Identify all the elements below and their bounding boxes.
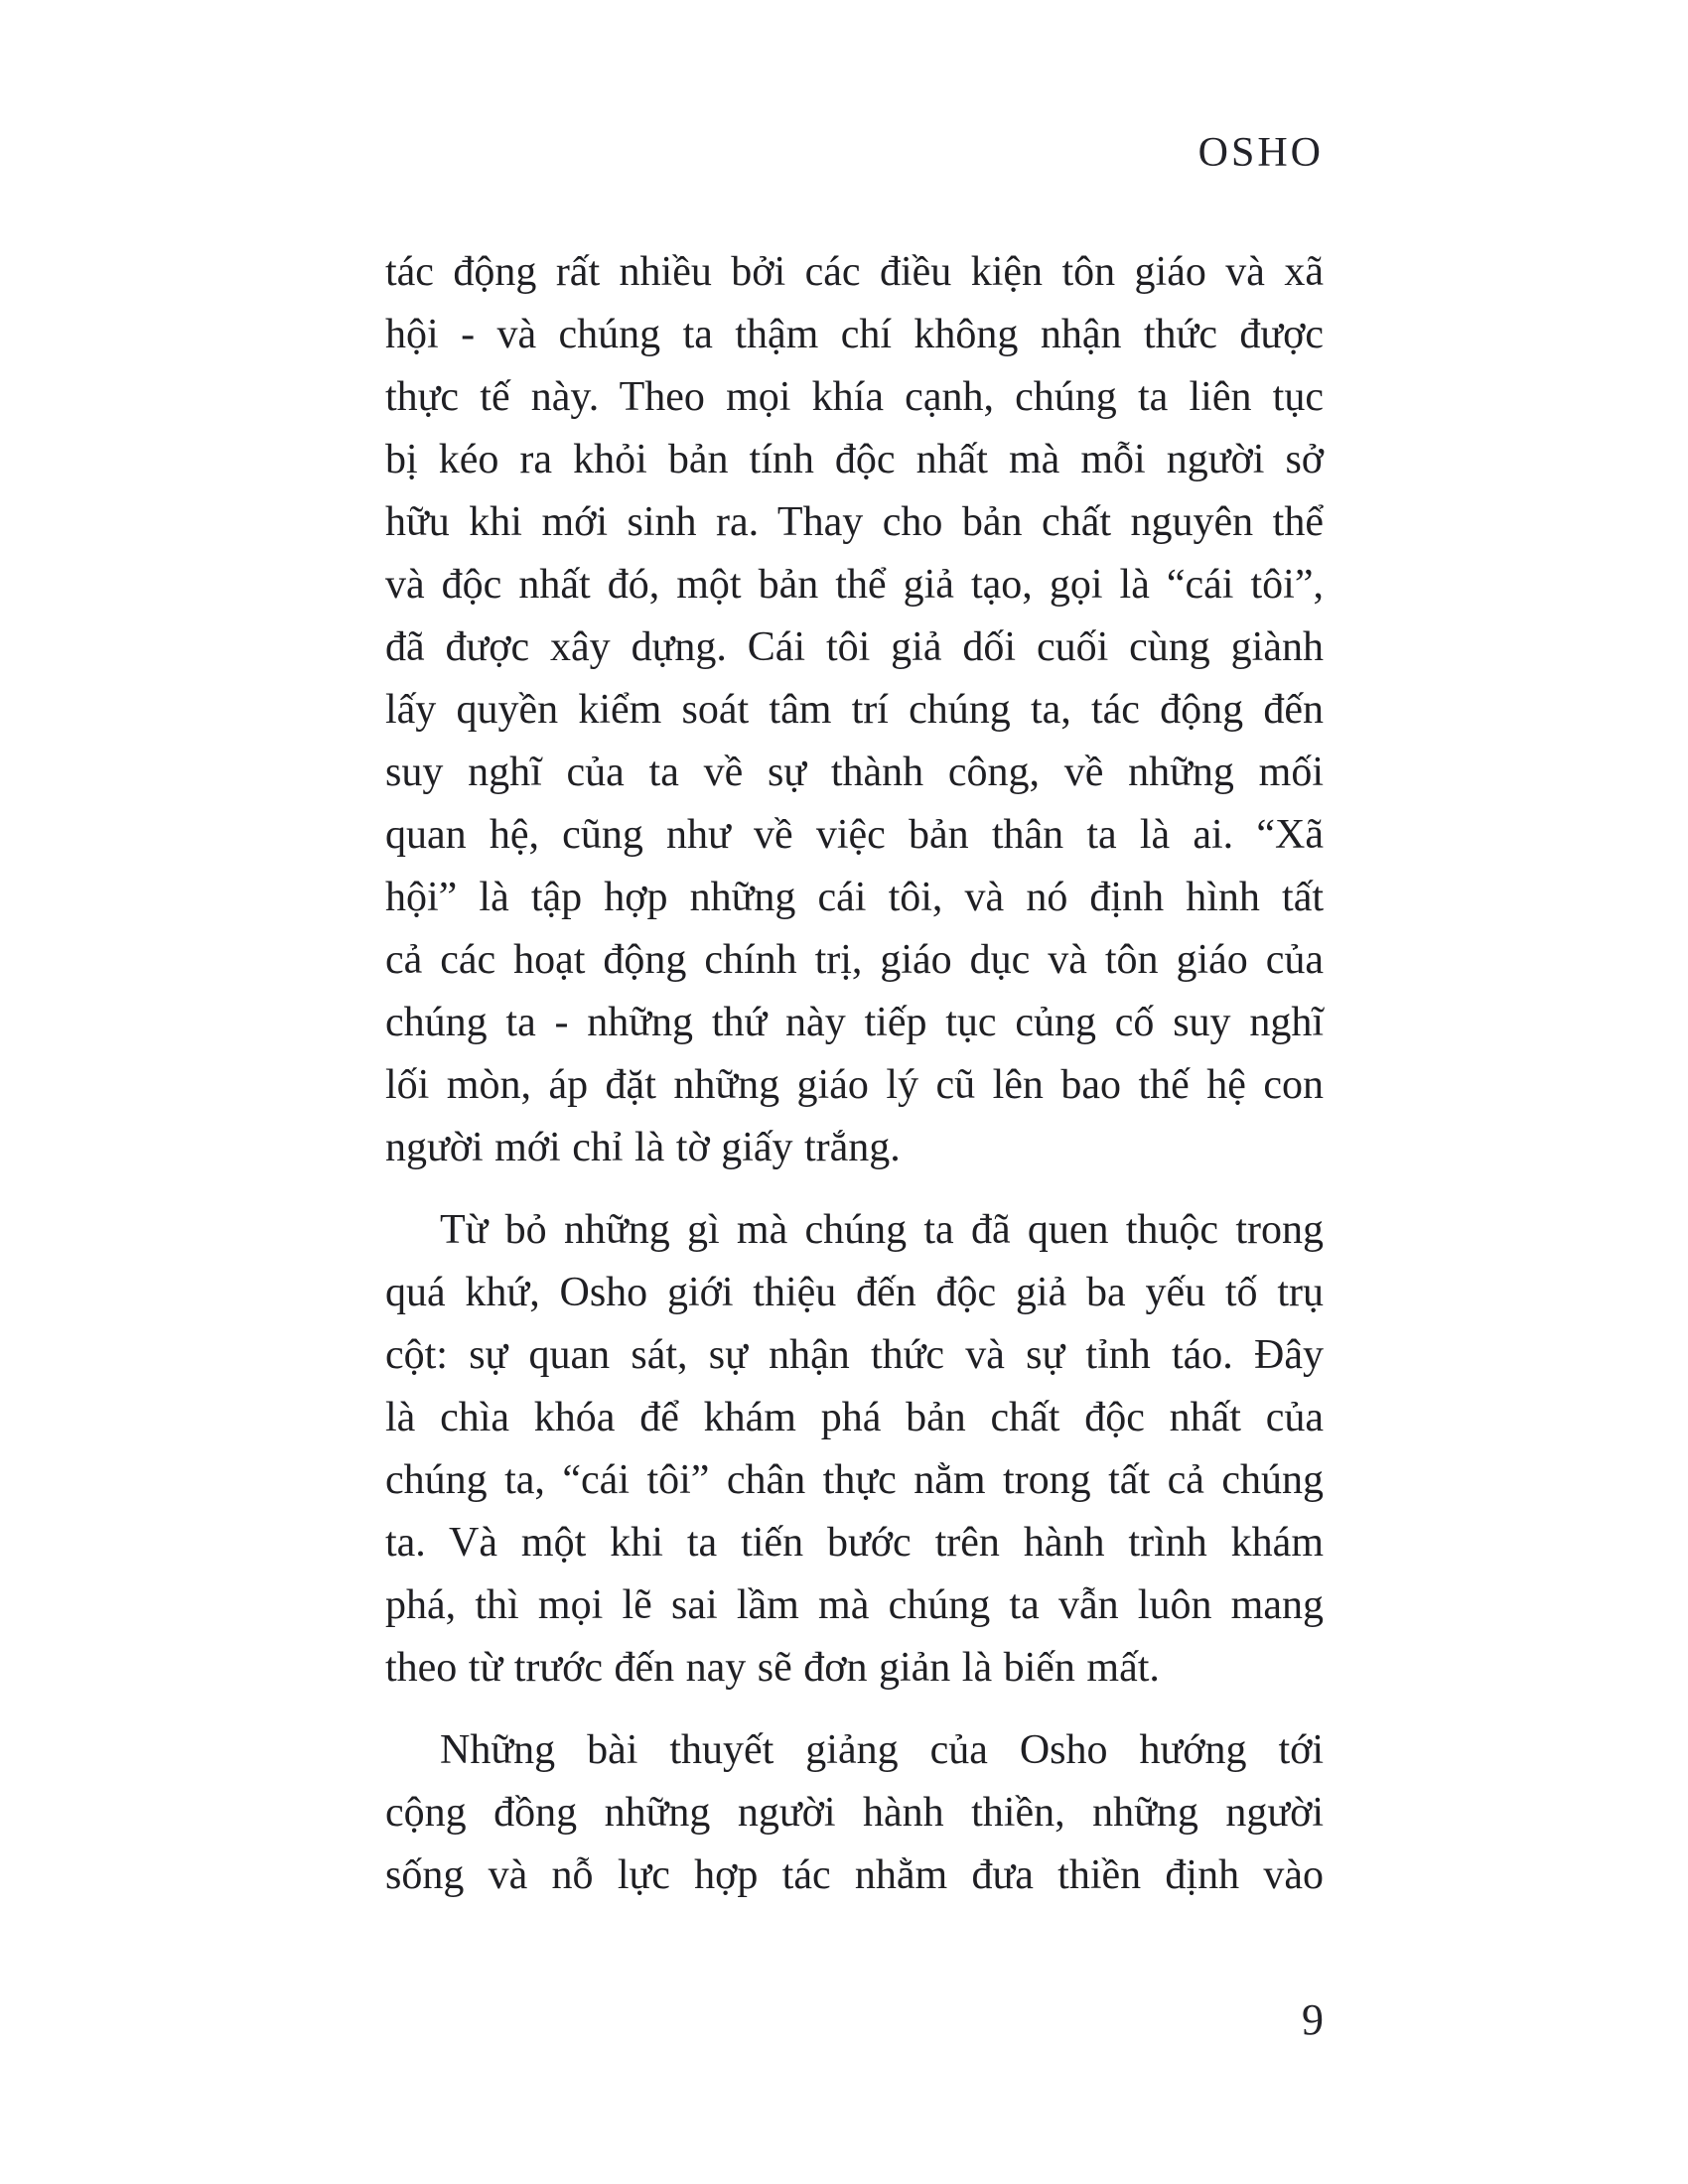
text-line: hội” là tập hợp những cái tôi, và nó định hình tất (385, 875, 1324, 920)
text-line: chúng ta - những thứ này tiếp tục củng cố suy nghĩ (385, 1000, 1324, 1045)
text-line: lối mòn, áp đặt những giáo lý cũ lên bao thế hệ con (385, 1062, 1324, 1108)
text-line: chúng ta, “cái tôi” chân thực nằm trong tất cả chúng (385, 1457, 1324, 1503)
running-header: OSHO (1197, 130, 1324, 176)
text-line: thực tế này. Theo mọi khía cạnh, chúng ta liên tục (385, 374, 1324, 420)
text-line: bị kéo ra khỏi bản tính độc nhất mà mỗi người sở (385, 437, 1324, 482)
text-line: phá, thì mọi lẽ sai lầm mà chúng ta vẫn luôn mang (385, 1582, 1324, 1628)
text-line: Những bài thuyết giảng của Osho hướng tới (440, 1727, 1324, 1773)
text-line: suy nghĩ của ta về sự thành công, về những mối (385, 750, 1324, 795)
text-line: ta. Và một khi ta tiến bước trên hành trình khám (385, 1520, 1324, 1566)
text-line: quan hệ, cũng như về việc bản thân ta là ai. “Xã (385, 812, 1324, 858)
page-number: 9 (1302, 1995, 1324, 2044)
text-line: sống và nỗ lực hợp tác nhằm đưa thiền định vào (385, 1852, 1324, 1898)
text-line: hữu khi mới sinh ra. Thay cho bản chất nguyên thể (385, 499, 1324, 545)
text-line: theo từ trước đến nay sẽ đơn giản là biến mất. (385, 1645, 1160, 1691)
text-line: cả các hoạt động chính trị, giáo dục và tôn giáo của (385, 937, 1324, 983)
text-line: đã được xây dựng. Cái tôi giả dối cuối cùng giành (385, 624, 1324, 670)
paragraph (385, 1199, 1324, 1700)
text-line: quá khứ, Osho giới thiệu đến độc giả ba yếu tố trụ (385, 1270, 1324, 1315)
text-line: và độc nhất đó, một bản thể giả tạo, gọi là “cái tôi”, (385, 562, 1324, 608)
text-block (385, 241, 1324, 1907)
paragraph (385, 1719, 1324, 1907)
text-line: lấy quyền kiểm soát tâm trí chúng ta, tác động đến (385, 687, 1324, 733)
paragraph (385, 241, 1324, 1179)
text-line: người mới chỉ là tờ giấy trắng. (385, 1125, 901, 1170)
text-line: cộng đồng những người hành thiền, những người (385, 1790, 1324, 1836)
text-line: tác động rất nhiều bởi các điều kiện tôn giáo và xã (385, 249, 1324, 295)
text-line: hội - và chúng ta thậm chí không nhận thức được (385, 312, 1324, 357)
text-line: Từ bỏ những gì mà chúng ta đã quen thuộc trong (440, 1207, 1324, 1253)
text-line: cột: sự quan sát, sự nhận thức và sự tỉnh táo. Đây (385, 1332, 1324, 1378)
text-line: là chìa khóa để khám phá bản chất độc nhất của (385, 1395, 1324, 1440)
